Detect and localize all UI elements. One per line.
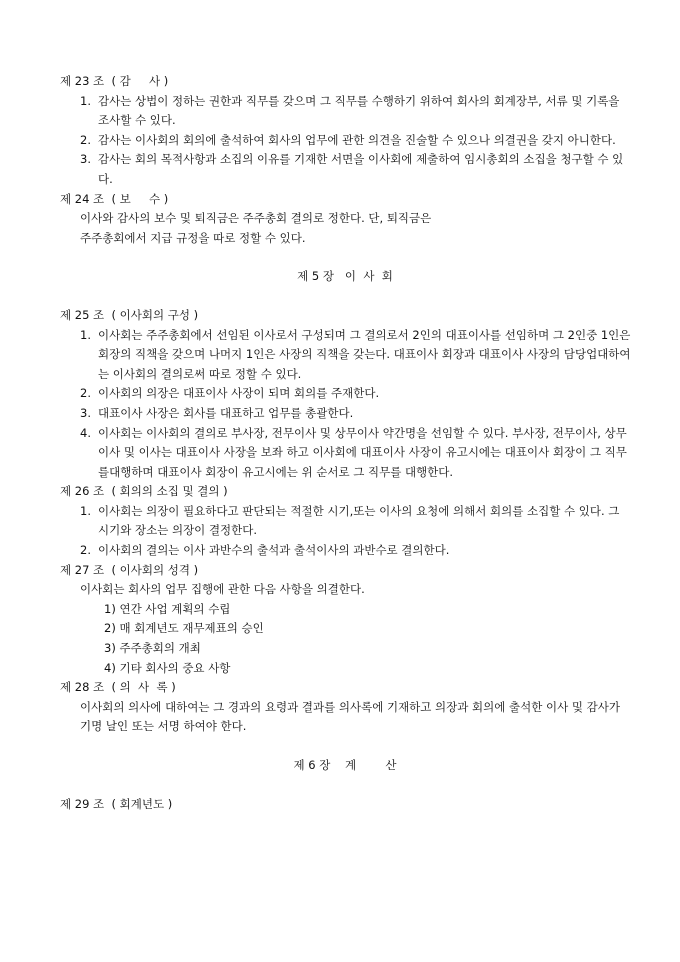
article-24-line-1: 이사와 감사의 보수 및 퇴직금은 주주총회 결의로 정한다. 단, 퇴직금은 [80, 211, 432, 226]
item-number: 2. [80, 132, 91, 147]
document-page [0, 72, 680, 814]
article-26-heading: 제 26 조 ( 회의의 소집 및 결의 ) [60, 484, 228, 499]
article-27-subitem-2: 2) 매 회계년도 재무제표의 승인 [104, 621, 264, 636]
article-26-item-1 [0, 502, 680, 541]
item-text: 이사회는 의장이 필요하다고 판단되는 적절한 시기,또는 이사의 요청에 의해서 회의를 소집할 수 있다. 그 시기와 장소는 의장이 결정한다. [98, 503, 620, 538]
article-27-subitem-3: 3) 주주총회의 개최 [104, 641, 201, 656]
item-number: 2. [80, 543, 91, 558]
item-number: 1. [80, 327, 91, 342]
item-number: 3. [80, 152, 91, 167]
article-28-body: 이사회의 의사에 대하여는 그 경과의 요령과 결과를 의사록에 기재하고 의장과 회의에 출석한 이사 및 감사가 기명 날인 또는 서명 하여야 한다. [80, 699, 620, 734]
article-23-heading: 제 23 조 ( 감 사 ) [60, 74, 169, 88]
item-number: 4. [80, 425, 91, 440]
article-23-item-1 [0, 92, 680, 131]
article-25-item-4 [0, 424, 680, 483]
article-24-line-2: 주주총회에서 지급 규정을 따로 정할 수 있다. [80, 230, 306, 245]
chapter-6-heading: 제 6 장 계 산 [293, 758, 397, 772]
article-24-heading: 제 24 조 ( 보 수 ) [60, 191, 169, 206]
item-number: 2. [80, 386, 91, 401]
article-27-heading: 제 27 조 ( 이사회의 성격 ) [60, 562, 199, 577]
item-number: 3. [80, 405, 91, 420]
article-23-item-2 [0, 131, 680, 151]
article-27-subitem-1: 1) 연간 사업 계획의 수립 [104, 601, 231, 616]
article-23-item-3 [0, 150, 680, 189]
article-27-subitem-4: 4) 기타 회사의 중요 사항 [104, 660, 231, 675]
chapter-5-heading: 제 5 장 이 사 회 [297, 269, 393, 284]
item-text: 감사는 상법이 정하는 권한과 직무를 갖으며 그 직무를 수행하기 위하여 회사의 회계장부, 서류 및 기록을 조사할 수 있다. [98, 93, 620, 128]
item-text: 대표이사 사장은 회사를 대표하고 업무를 총괄한다. [98, 405, 354, 420]
item-number: 1. [80, 93, 91, 108]
article-26-item-2 [0, 541, 680, 561]
article-27-intro: 이사회는 회사의 업무 집행에 관한 다음 사항을 의결한다. [80, 582, 365, 597]
article-24-body [0, 209, 680, 248]
article-25-heading: 제 25 조 ( 이사회의 구성 ) [60, 307, 199, 322]
article-29-heading: 제 29 조 ( 회계년도 ) [60, 796, 173, 811]
item-number: 1. [80, 503, 91, 518]
article-25-item-3 [0, 404, 680, 424]
item-text: 이사회의 의장은 대표이사 사장이 되며 회의를 주재한다. [98, 386, 380, 401]
article-25-item-1 [0, 326, 680, 385]
item-text: 감사는 회의 목적사항과 소집의 이유를 기재한 서면을 이사회에 제출하여 임시총회의 소집을 청구할 수 있다. [98, 152, 624, 186]
item-text: 이사회의 결의는 이사 과반수의 출석과 출석이사의 과반수로 결의한다. [98, 543, 450, 558]
article-28-heading: 제 28 조 ( 의 사 록 ) [60, 680, 176, 695]
article-25-item-2 [0, 384, 680, 404]
item-text: 이사회는 이사회의 결의로 부사장, 전무이사 및 상무이사 약간명을 선임할 수 있다. 부사장, 전무이사, 상무이사 및 이사는 대표이사 사장을 보좌 하고 이사회에 대표이사 사장이 유고시에는 대표이사 회장이 그 직무를대행하며 대표이사 회장이 유고시에는 위 순서로 그 직무를 대행한다. [98, 425, 627, 479]
item-text: 이사회는 주주총회에서 선임된 이사로서 구성되며 그 결의로서 2인의 대표이사를 선임하며 그 2인중 1인은 회장의 직책을 갖으며 나머지 1인은 사장의 직책을 갖는다. 대표이사 회장과 대표이사 사장의 담당업대하여는 이사회의 결의로써 따로 정할 수 있다. [98, 327, 631, 381]
item-text: 감사는 이사회의 회의에 출석하여 회사의 업무에 관한 의견을 진술할 수 있으나 의결권을 갖지 아니한다. [98, 132, 616, 147]
